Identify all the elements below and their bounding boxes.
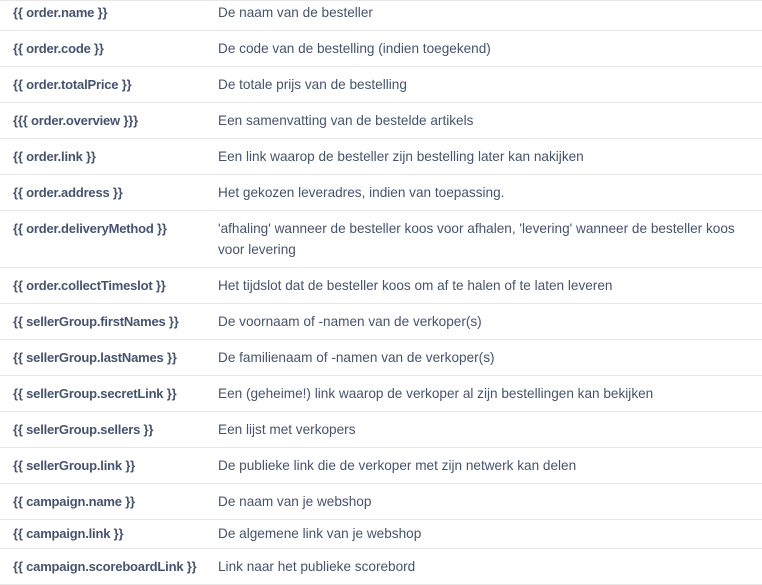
table-row: [0, 139, 762, 175]
table-row: [0, 268, 762, 304]
variable-description: De naam van je webshop: [218, 494, 372, 509]
variable-description: De totale prijs van de bestelling: [218, 77, 407, 92]
table-row: [0, 103, 762, 139]
template-variable: {{ order.address }}: [13, 185, 123, 200]
variable-description: De code van de bestelling (indien toegekend): [218, 41, 491, 56]
template-variable: {{ order.deliveryMethod }}: [13, 221, 167, 236]
table-row: [0, 211, 762, 268]
variable-description: Een link waarop de besteller zijn bestelling later kan nakijken: [218, 149, 584, 164]
table-row: [0, 549, 762, 585]
variable-description: De familienaam of -namen van de verkoper(s): [218, 350, 495, 365]
variable-description: Het tijdslot dat de besteller koos om af te halen of te laten leveren: [218, 278, 613, 293]
table-row: [0, 1, 762, 31]
template-variable: {{ order.collectTimeslot }}: [13, 278, 166, 293]
template-variable: {{ order.name }}: [13, 5, 108, 20]
variable-description: Een lijst met verkopers: [218, 422, 356, 437]
template-variable: {{{ order.overview }}}: [13, 113, 138, 128]
template-variable: {{ campaign.link }}: [13, 526, 124, 541]
template-variable: {{ campaign.name }}: [13, 494, 135, 509]
template-variable: {{ sellerGroup.secretLink }}: [13, 386, 177, 401]
variable-description: 'afhaling' wanneer de besteller koos voor afhalen, 'levering' wanneer de besteller koos voor levering: [218, 221, 735, 257]
table-row: [0, 67, 762, 103]
table-row: [0, 376, 762, 412]
variable-description: Link naar het publieke scorebord: [218, 559, 416, 574]
variable-description: De naam van de besteller: [218, 5, 373, 20]
template-variable: {{ order.totalPrice }}: [13, 77, 132, 92]
table-row: [0, 175, 762, 211]
template-variable: {{ order.code }}: [13, 41, 104, 56]
variable-description: Een samenvatting van de bestelde artikels: [218, 113, 474, 128]
table-row: [0, 520, 762, 549]
variable-description: De publieke link die de verkoper met zijn netwerk kan delen: [218, 458, 577, 473]
variable-description: De voornaam of -namen van de verkoper(s): [218, 314, 482, 329]
table-row: [0, 448, 762, 484]
template-variable: {{ campaign.scoreboardLink }}: [13, 559, 197, 574]
variable-description: De algemene link van je webshop: [218, 526, 422, 541]
variable-description: Het gekozen leveradres, indien van toepassing.: [218, 185, 505, 200]
variable-description: Een (geheime!) link waarop de verkoper al zijn bestellingen kan bekijken: [218, 386, 654, 401]
template-variable: {{ sellerGroup.firstNames }}: [13, 314, 179, 329]
table-row: [0, 484, 762, 520]
template-variable: {{ order.link }}: [13, 149, 96, 164]
template-variable: {{ sellerGroup.sellers }}: [13, 422, 154, 437]
template-variable: {{ sellerGroup.link }}: [13, 458, 136, 473]
table-row: [0, 412, 762, 448]
table-row: [0, 340, 762, 376]
template-variable: {{ sellerGroup.lastNames }}: [13, 350, 177, 365]
table-row: [0, 31, 762, 67]
table-row: [0, 304, 762, 340]
